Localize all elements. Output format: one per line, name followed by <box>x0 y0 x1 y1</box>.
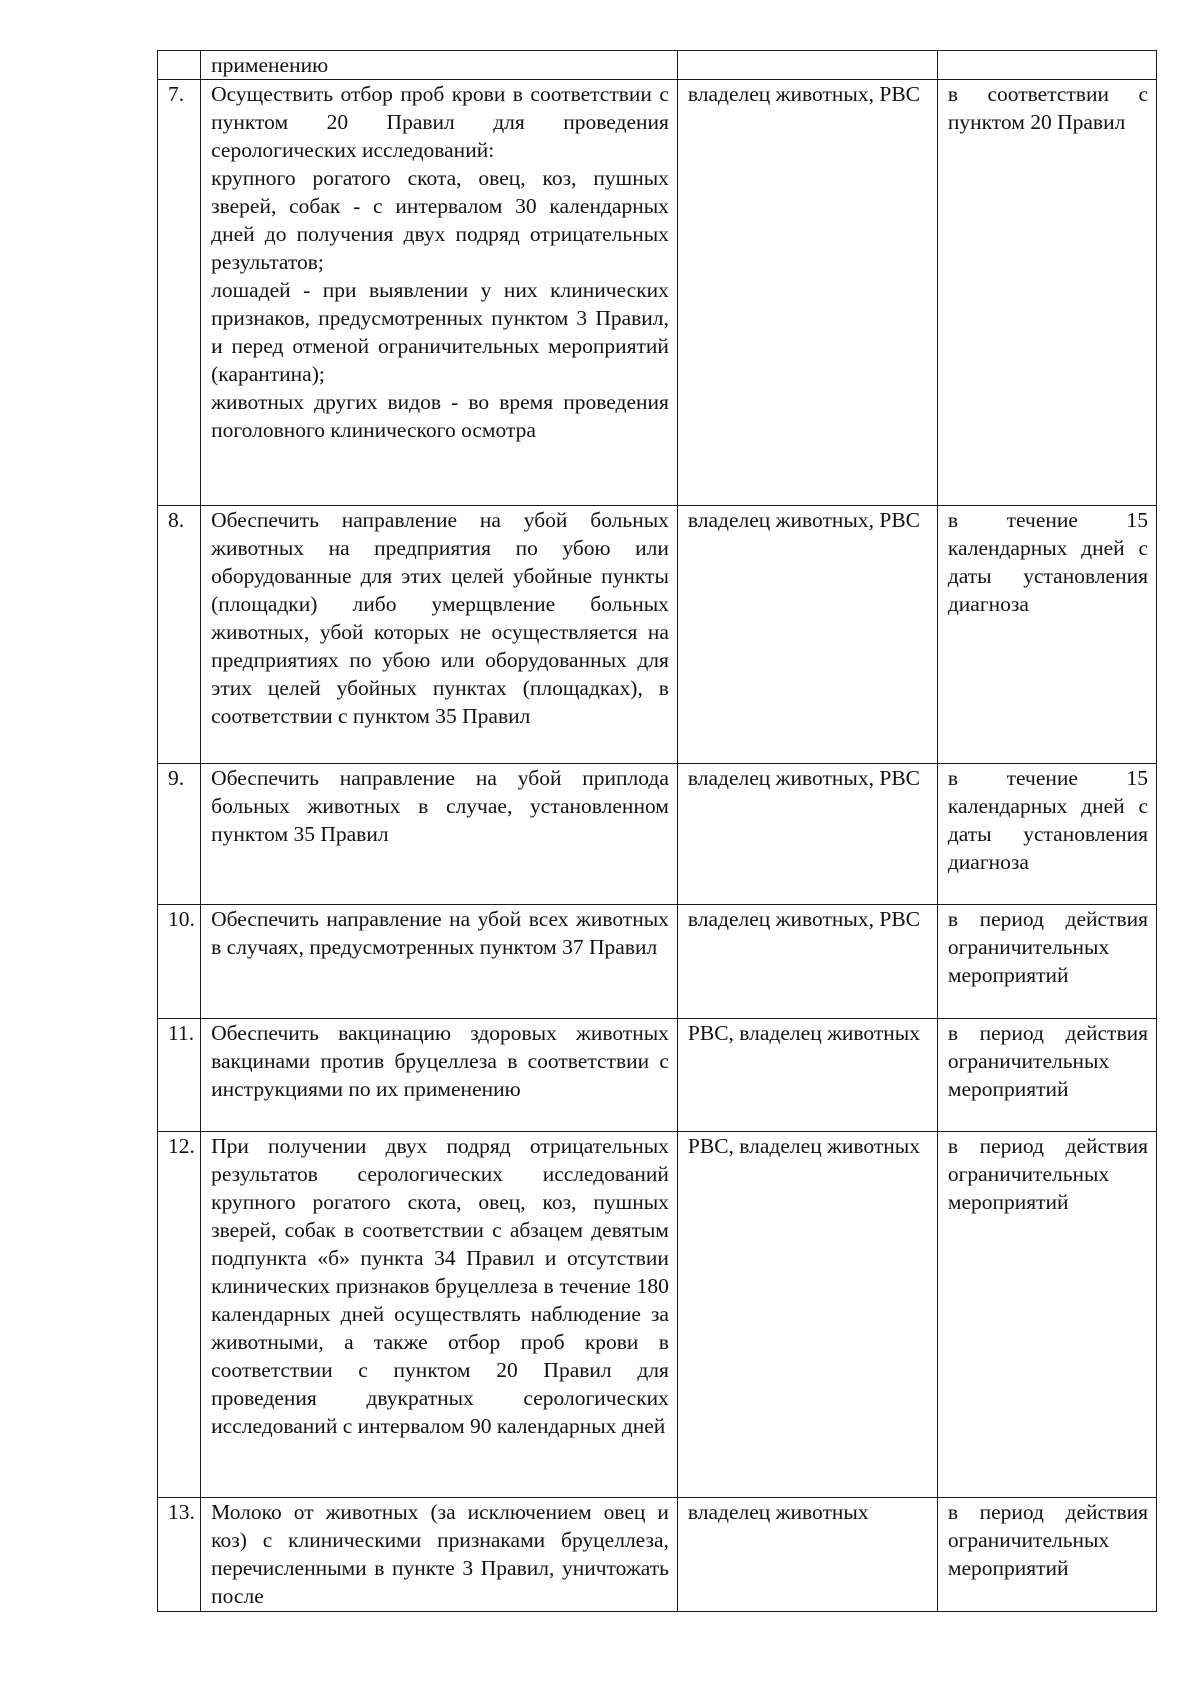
row-responsible: владелец животных, РВС <box>677 80 937 506</box>
row-timing <box>937 51 1156 80</box>
row-responsible: владелец животных <box>677 1498 937 1612</box>
timing-text: в период действия ограничительных мероприятий <box>947 907 1148 987</box>
action-paragraph: лошадей - при выявлении у них клинических признаков, предусмотренных пунктом 3 Правил, и перед отменой ограничительных мероприятий (карантина); <box>211 278 669 386</box>
row-timing <box>937 1498 1156 1612</box>
row-responsible <box>677 51 937 80</box>
row-action <box>201 506 678 764</box>
table-row <box>158 1498 1157 1612</box>
action-paragraph: Обеспечить вакцинацию здоровых животных вакцинами против бруцеллеза в соответствии с инструкциями по их применению <box>211 1021 669 1101</box>
row-responsible: РВС, владелец животных <box>677 1019 937 1132</box>
action-paragraph: Обеспечить направление на убой больных животных на предприятия по убою или оборудованные для этих целей убойные пункты (площадки) либо умерщвление больных животных, убой которых не осуществляется на предприятиях по убою или оборудованных для этих целей убойных пунктах (площадках), в соответствии с пунктом 35 Правил <box>211 508 669 728</box>
table-row <box>158 51 1157 80</box>
action-paragraph: Осуществить отбор проб крови в соответствии с пунктом 20 Правил для проведения серологических исследований: <box>211 82 669 162</box>
row-timing <box>937 506 1156 764</box>
row-number: 9. <box>158 764 201 905</box>
timing-text: в соответствии с пунктом 20 Правил <box>947 82 1148 134</box>
row-number: 11. <box>158 1019 201 1132</box>
row-responsible: РВС, владелец животных <box>677 1132 937 1498</box>
row-number <box>158 51 201 80</box>
row-timing <box>937 1132 1156 1498</box>
row-action <box>201 1019 678 1132</box>
action-paragraph: применению <box>211 53 329 77</box>
row-responsible: владелец животных, РВС <box>677 905 937 1019</box>
row-number: 8. <box>158 506 201 764</box>
row-action <box>201 80 678 506</box>
table-row <box>158 905 1157 1019</box>
row-timing <box>937 80 1156 506</box>
row-action <box>201 51 678 80</box>
timing-text: в период действия ограничительных мероприятий <box>947 1134 1148 1214</box>
row-number: 7. <box>158 80 201 506</box>
row-number: 13. <box>158 1498 201 1612</box>
row-timing <box>937 1019 1156 1132</box>
action-paragraph: Обеспечить направление на убой приплода больных животных в случае, установленном пунктом 35 Правил <box>211 766 669 846</box>
timing-text: в период действия ограничительных мероприятий <box>947 1500 1148 1580</box>
row-responsible: владелец животных, РВС <box>677 506 937 764</box>
action-paragraph: Молоко от животных (за исключением овец и коз) с клиническими признаками бруцеллеза, перечисленными в пункте 3 Правил, уничтожать после <box>211 1500 669 1608</box>
measures-table <box>157 50 1157 1612</box>
action-paragraph: крупного рогатого скота, овец, коз, пушных зверей, собак - с интервалом 30 календарных дней до получения двух подряд отрицательных результатов; <box>211 166 669 274</box>
table-row <box>158 764 1157 905</box>
row-responsible: владелец животных, РВС <box>677 764 937 905</box>
action-paragraph: животных других видов - во время проведения поголовного клинического осмотра <box>211 390 669 442</box>
row-number: 12. <box>158 1132 201 1498</box>
timing-text: в период действия ограничительных мероприятий <box>947 1021 1148 1101</box>
row-timing <box>937 764 1156 905</box>
row-action <box>201 1132 678 1498</box>
row-action <box>201 905 678 1019</box>
table-row <box>158 1132 1157 1498</box>
action-paragraph: Обеспечить направление на убой всех животных в случаях, предусмотренных пунктом 37 Правил <box>211 907 669 959</box>
timing-text: в течение 15 календарных дней с даты установления диагноза <box>947 766 1148 874</box>
row-number: 10. <box>158 905 201 1019</box>
table-row <box>158 80 1157 506</box>
row-action <box>201 1498 678 1612</box>
table-row <box>158 1019 1157 1132</box>
table-row <box>158 506 1157 764</box>
row-action <box>201 764 678 905</box>
row-timing <box>937 905 1156 1019</box>
action-paragraph: При получении двух подряд отрицательных результатов серологических исследований крупного рогатого скота, овец, коз, пушных зверей, собак в соответствии с абзацем девятым подпункта «б» пункта 34 Правил и отсутствии клинических признаков бруцеллеза в течение 180 календарных дней осуществлять наблюдение за животными, а также отбор проб крови в соответствии с пунктом 20 Правил для проведения двукратных серологических исследований с интервалом 90 календарных дней <box>211 1134 669 1438</box>
timing-text: в течение 15 календарных дней с даты установления диагноза <box>947 508 1148 616</box>
